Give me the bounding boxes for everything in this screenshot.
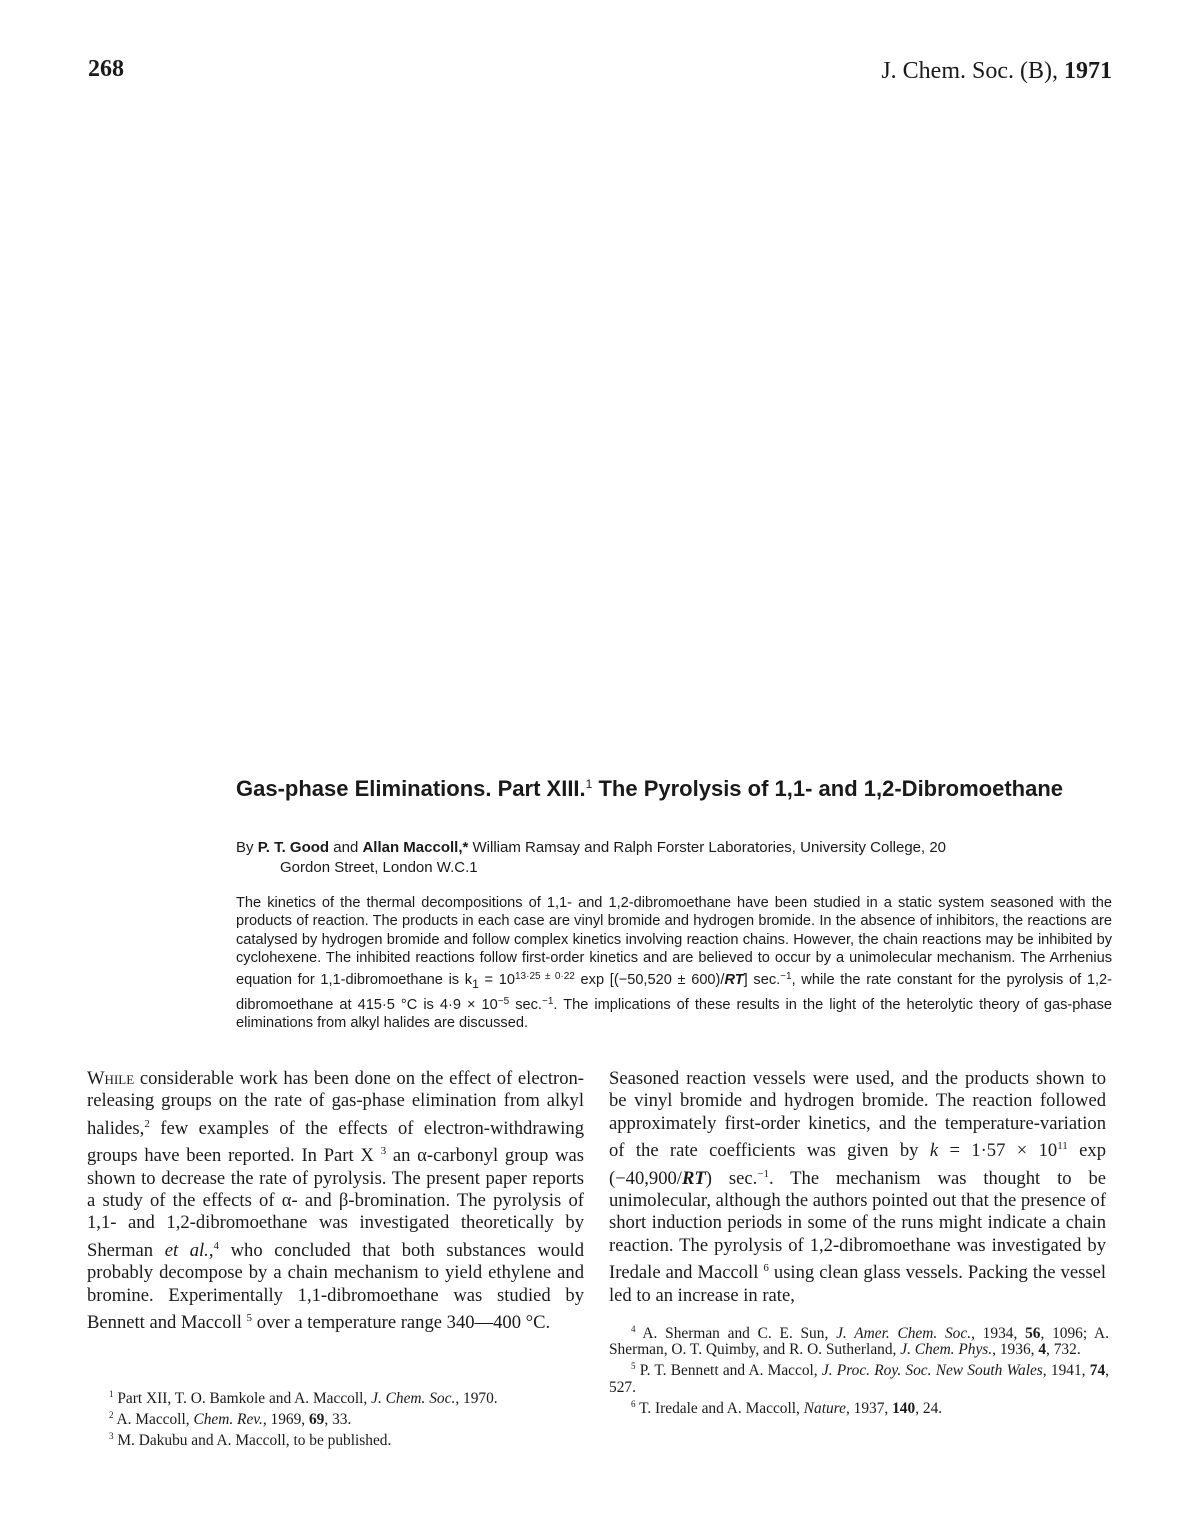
footnote-5: $^5$ P. T. Bennett and A. Maccol, J. Proc. Roy. Soc. New South Wales, 1941, 74, 527. [609,1361,1109,1396]
title-footnote-ref: 1 [585,777,593,791]
ref-4: 4 [213,1239,219,1252]
footnotes-right [609,1321,1109,1417]
body-paragraph: While considerable work has been done on the effect of electron-releasing groups on the rate of gas-phase elimination from alkyl halides,$^2$ few examples of the effects of electron-withdrawing groups have been reported. In Part X $^3$ an α-carbonyl group was shown to decrease the rate of pyrolysis. The present paper reports a study of the effects of α- and β-bromination. The pyrolysis of 1,1- and 1,2-dibromoethane was investigated theoretically by Sherman et al.,$^4$ who concluded that both substances would probably decompose by a chain mechanism to yield ethylene and bromine. Experimentally 1,1-dibromoethane was studied by Bennett and Maccoll $^5$ over a temperature range 340—400 °C. [87,1068,584,1334]
ref-5: 5 [246,1312,253,1325]
affiliation: William Ramsay and Ralph Forster Laboratories, University College, 20 [468,839,947,856]
article-title: Gas-phase Eliminations. Part XIII.$^1$ The Pyrolysis of 1,1- and 1,2-Dibromoethane [236,776,1064,801]
author-name: P. T. Good [257,839,330,856]
affiliation-address: Gordon Street, London W.C.1 [280,859,478,876]
corresponding-author-name: Allan Maccoll,* [362,839,469,856]
footnote-2: $^2$ A. Maccoll, Chem. Rev., 1969, 69, 33. [109,1410,352,1429]
footnote-1: $^1$ Part XII, T. O. Bamkole and A. Maccoll, J. Chem. Soc., 1970. [109,1389,498,1407]
footnote-3: $^3$ M. Dakubu and A. Maccoll, to be published. [109,1431,392,1450]
footnotes-left [87,1386,587,1450]
body-column-right [609,1068,1106,1307]
ref-2: 2 [144,1117,150,1130]
abstract: The kinetics of the thermal decompositions of 1,1- and 1,2-dibromoethane have been studied in a static system seasoned with the products of reaction. The products in each case are vinyl bromide and hydrogen bromide. In the absence of inhibitors, the reactions are catalysed by hydrogen bromide and follow complex kinetics involving reaction chains. However, the chain reactions may be inhibited by cyclohexene. The inhibited reactions follow first-order kinetics and are believed to occur by a unimolecular mechanism. The Arrhenius equation for 1,1-dibromoethane is $k_1 = 10^{13\cdot 25 \pm 0\cdot 22}$ exp [(−50,520 ± 600)/RT] sec.$^{-1}$, while the rate constant for the pyrolysis of 1,2-dibromoethane at 415·5 °C is $4\cdot 9 \times 10^{-5}$ sec.$^{-1}$. The implications of these results in the light of the heterolytic theory of gas-phase eliminations from alkyl halides are discussed. [236,895,1112,1032]
footnote-6: $^6$ T. Iredale and A. Maccoll, Nature, 1937, 140, 24. [631,1398,943,1417]
journal-name: J. Chem. Soc. (B), [881,58,1064,84]
journal-year: 1971 [1064,58,1112,84]
body-column-left [87,1068,584,1334]
page-number: 268 [88,56,124,82]
author-byline: By P. T. Good and Allan Maccoll,* William Ramsay and Ralph Forster Laboratories, University College, 20 Gordon Street, London W.C.1 [236,838,1096,878]
body-paragraph: Seasoned reaction vessels were used, and the products shown to be vinyl bromide and hydrogen bromide. The reaction followed approximately first-order kinetics, and the temperature-variation of the rate coefficients was given by $k = 1\cdot 57 \times 10^{11}$ exp (−40,900/RT) sec.$^{-1}$. The mechanism was thought to be unimolecular, although the authors pointed out that the presence of short induction periods in some of the runs might indicate a chain reaction. The pyrolysis of 1,2-dibromoethane was investigated by Iredale and Maccoll $^6$ using clean glass vessels. Packing the vessel led to an increase in rate, [609,1068,1107,1306]
ref-6: 6 [763,1262,769,1275]
journal-citation [881,58,1112,85]
ref-3: 3 [380,1145,387,1158]
footnote-4: $^4$ A. Sherman and C. E. Sun, J. Amer. Chem. Soc., 1934, 56, 1096; A. Sherman, O. T. Quimby, and R. O. Sutherland, J. Chem. Phys., 1936, 4, 732. [609,1324,1110,1359]
